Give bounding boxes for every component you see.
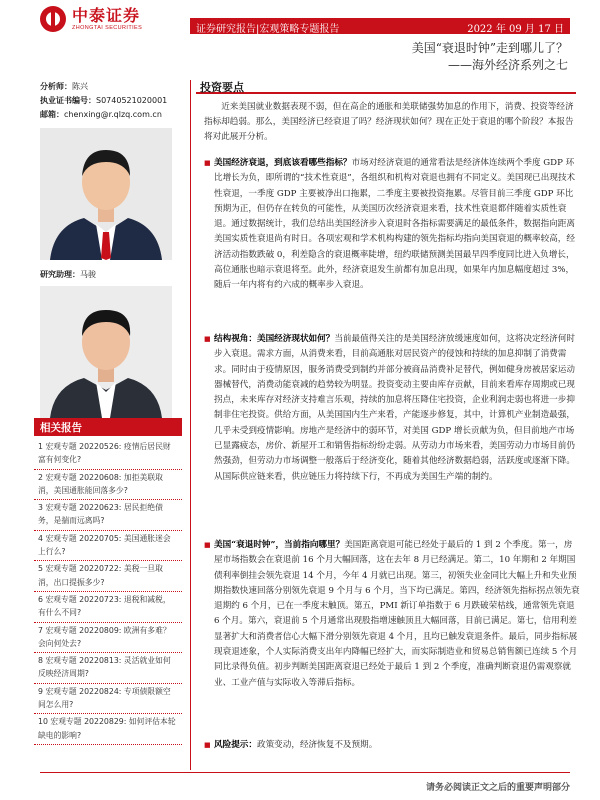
footer-divider [40, 772, 570, 773]
bullet-lead: 美国经济衰退，到底该看哪些指标？ [214, 158, 352, 168]
related-report-item[interactable]: 8 宏观专题 20220813: 灵活就业如何反映经济周期? [34, 653, 182, 684]
bullet-text: 美国距离衰退可能已经处于最后的 1 到 2 个季度。第一，房屋市场指数会在衰退前 16 个月大幅回落，这在去年 8 月已经满足。第二，10 年期和 2 年期国债利率倒挂会领先衰退 14 个月，今年 4 月就已出现。第三，初领失业金同比大幅上升和失业预期指数快速回落分别领先衰退 9 个月与 6 个月，当下均已满足。第四，经济领先指标拐点领先衰退期约 6 个月，已在一季度末触顶。第五，PMI 新订单指数于 6 月跌破荣枯线，通常领先衰退 6 个月。第六，衰退前 5 个月通常出现股指增速触顶且大幅回落，目前已满足。第七，信用利差显著扩大和消费者信心大幅下滑分别领先衰退 4 个月，且均已触发衰退条件。最后，同步指标展现衰退迹象，个人实际消费支出年内降幅已经扩大，而实际制造业和贸易总销售额已连续 5 个月同比录得负值。初步判断美国距离衰退已经处于最后 1 到 2 个季度，准确判断衰退仍需观察就业、工业产值与实际收入等滞后指标。 [214, 540, 580, 688]
bullet-structural-view [204, 332, 580, 485]
brand-name-en: ZHONGTAI SECURITIES [72, 25, 143, 31]
brand-logo [40, 6, 142, 32]
assistant-label: 研究助理： [40, 270, 80, 279]
related-report-item[interactable]: 2 宏观专题 20220608: 加拒美联取消，美国通胀能回落多少? [34, 470, 182, 501]
analyst-photo [40, 128, 172, 260]
related-reports-heading: 相关报告 [34, 418, 182, 436]
bullet-text: 政策变动，经济恢复不及预期。 [256, 740, 378, 750]
column-divider [190, 80, 191, 770]
bullet-lead: 结构视角：美国经济现状如何？ [214, 334, 335, 344]
intro-paragraph: 近来美国就业数据表现不弱，但在高企的通胀和美联储强势加息的作用下，消费、投资等经济指标却趋弱。那么，美国经济已经衰退了吗？经济现状如何？现在正处于衰退的哪个阶段？本报告将对此展开分析。 [204, 102, 574, 142]
related-reports [34, 418, 182, 745]
email-label: 邮箱： [40, 110, 64, 119]
related-report-item[interactable]: 5 宏观专题 20220722: 美税一旦取消，出口提振多少? [34, 561, 182, 592]
bullet-lead: 风险提示： [214, 740, 257, 750]
related-report-item[interactable]: 4 宏观专题 20220705: 美国通胀迷会上行么? [34, 531, 182, 562]
related-report-item[interactable]: 10 宏观专题 20220829: 如何评估本轮缺电的影响? [34, 714, 182, 745]
analyst-info [40, 80, 188, 122]
investment-points-header [196, 80, 576, 94]
bullet-recession-clock [204, 538, 580, 691]
report-title-series: ——海外经济系列之七 [447, 58, 568, 72]
analyst-label: 分析师： [40, 82, 72, 91]
report-category: 证券研究报告|宏观策略专题报告 [196, 24, 340, 35]
related-report-item[interactable]: 3 宏观专题 20220623: 居民拒绝债务，是揣而远离吗? [34, 500, 182, 531]
bullet-lead: 美国“衰退时钟”，当前指向哪里？ [214, 540, 345, 550]
report-category-bar [190, 18, 570, 34]
report-title-main: 美国“衰退时钟”走到哪儿了？ [411, 41, 568, 55]
related-report-item[interactable]: 1 宏观专题 20220526: 疫情后居民财富有何变化? [34, 439, 182, 470]
cert-label: 执业证书编号： [40, 96, 96, 105]
assistant-photo [40, 286, 172, 418]
assistant-portrait-image [40, 286, 172, 418]
bullet-text: 市场对经济衰退的通常看法是经济体连续两个季度 GDP 环比增长为负，即所谓的“技术性衰退”，各组织和机构对衰退也拥有不同定义。美国现已出现技术性衰退，一季度 GDP 主要被净出口拖累，二季度主要被投资拖累。尽管目前三季度 GDP 环比预期为正，但仍存在转负的可能性，从美国历次经济衰退来看，技术性衰退都伴随着实质性衰退。通过数据统计，我们总结出美国经济步入衰退时各指标需要满足的最低条件，数据指向距离美国实质性衰退尚有时日。各项宏观和学术机构构建的领先指标均指向美国衰退的概率较高，经济活动指数跌破 0，利差隐含的衰退概率陡增，纽约联储预测美国最早四季度同比进入负增长，高位通胀也暗示衰退将至。此外，经济衰退发生前都有加息出现，如果年内加息幅度超过 3%，随后一年内将有约六成的概率步入衰退。 [214, 158, 576, 291]
bullet-recession-indicators [204, 156, 580, 294]
related-report-item[interactable]: 9 宏观专题 20220824: 专项债限额空间怎么用? [34, 684, 182, 715]
bullet-risk-warning [204, 738, 580, 753]
analyst-name: 陈兴 [72, 82, 88, 91]
related-report-item[interactable]: 7 宏观专题 20220809: 欧洲有多难？会向何处去? [34, 623, 182, 654]
assistant-name: 马骏 [80, 270, 96, 279]
footer-disclaimer: 请务必阅读正文之后的重要声明部分 [425, 783, 570, 793]
related-reports-list [34, 436, 182, 745]
analyst-portrait-image [40, 128, 172, 260]
cert-number: S0740521020001 [96, 96, 168, 105]
analyst-email[interactable]: chenxing@r.qlzq.com.cn [64, 110, 162, 119]
investment-points-heading: 投资要点 [200, 81, 244, 94]
brand-name-cn: 中泰证券 [72, 6, 141, 25]
report-title [412, 40, 568, 74]
report-date: 2022 年 09 月 17 日 [467, 24, 564, 35]
assistant-info [40, 268, 188, 282]
related-report-item[interactable]: 6 宏观专题 20220723: 退税和减税，有什么不同? [34, 592, 182, 623]
brand-logo-icon [40, 6, 66, 32]
bullet-text: 当前最值得关注的是美国经济放缓速度如何，这将决定经济何时步入衰退。需求方面，从消费来看，目前高通胀对居民资产的侵蚀和持续的加息抑制了消费需求。同时由于疫情原因，服务消费受到制约并部分被商品消费补足替代，例如健身房被居家运动器械替代，消费动能衰减的趋势较为明显。投资变动主要由库存贡献，目前来看库存周期或已现拐点，未来库存对经济支持难言乐观，持续的加息将压降住宅投资，企业利润走弱也将进一步抑制非住宅投资。供给方面，从美国国内生产来看，产能逐步修复，其中，计算机产业制造最强，几乎未受到疫情影响。房地产是经济中的弱环节，对美国 GDP 增长贡献为负，但目前地产市场已显露疲态，房价、新屋开工和销售指标纷纷走弱。从劳动力市场来看，美国劳动力市场目前仍然强劲，但劳动力市场调整一般落后于经济变化，随着其他经济数据趋弱，活跃度或逐渐下降。从国际供应链来看，供应链压力将持续下行，不再成为美国生产端的制约。 [214, 334, 575, 482]
